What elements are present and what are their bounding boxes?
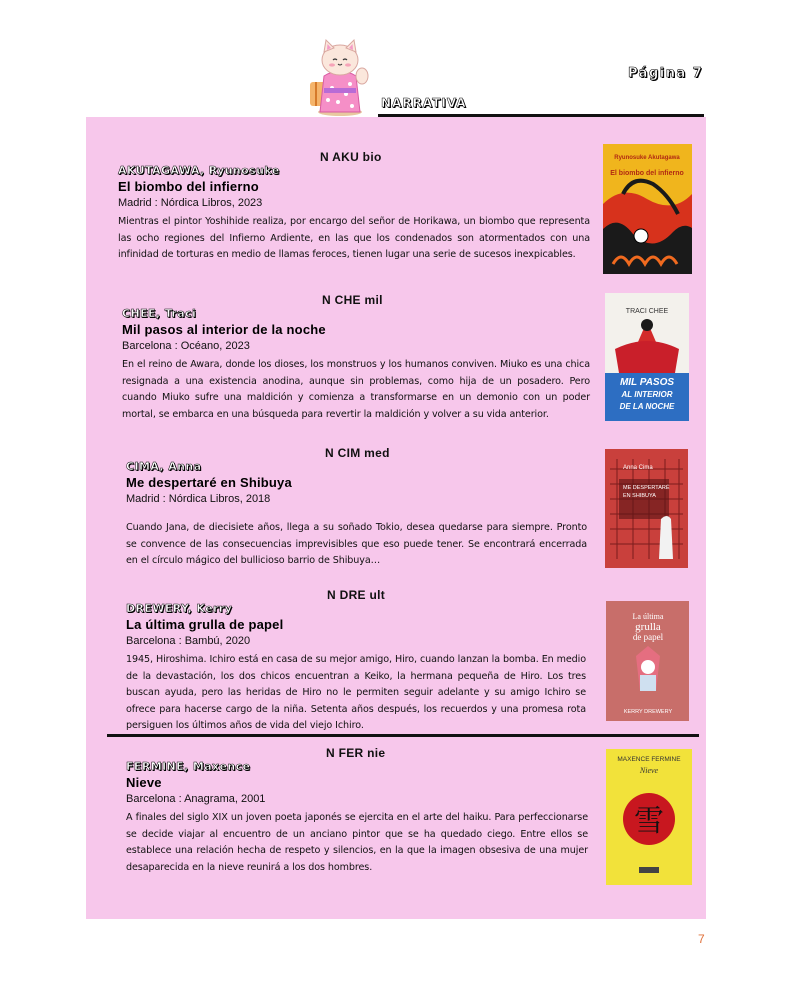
section-divider [107, 734, 699, 737]
call-number: N CHE mil [322, 293, 383, 307]
call-number: N AKU bio [320, 150, 382, 164]
cover-author: Anna Cima [623, 465, 653, 471]
book-publisher: Barcelona : Bambú, 2020 [126, 635, 251, 647]
book-description: Mientras el pintor Yoshihide realiza, por encargo del señor de Horikawa, un biombo que representa las ocho regiones del Infierno Ardiente, en las que los condenados son atormentados con una infinidad de torturas en medio de llamas feroces, tienen lugar una serie de sucesos inexpicables. [118, 216, 590, 260]
book-publisher: Barcelona : Océano, 2023 [122, 340, 250, 352]
book-entry [126, 602, 586, 735]
call-number: N FER nie [326, 746, 386, 760]
book-cover [605, 449, 688, 568]
book-title: El biombo del infierno [118, 179, 259, 194]
book-publisher: Madrid : Nórdica Libros, 2018 [126, 493, 271, 505]
cover-title-line: AL INTERIOR [621, 390, 673, 399]
book-description: En el reino de Awara, donde los dioses, los monstruos y los humanos conviven. Miuko es una chica resignada a una existencia anodina, aunque sin problemas, como hija de un posadero. Pero cuando Miuko sufre una maldición y comienza a transformarse en un demonio con un poder mortal, se embarca en una búsqueda para revertir la maldición y volver a su vida anterior. [122, 359, 590, 420]
cover-title-line: de papel [632, 632, 664, 642]
page-number: 7 [698, 932, 705, 946]
cover-title-line: MIL PASOS [619, 377, 675, 388]
book-cover [603, 144, 692, 274]
book-title: Mil pasos al interior de la noche [122, 322, 326, 337]
cover-title: Nieve [639, 766, 659, 775]
book-author: CIMA, Anna [126, 460, 202, 473]
book-entry [126, 460, 587, 570]
book-description: A finales del siglo XIX un joven poeta japonés se ejercita en el arte del haiku. Para perfeccionarse se decide viajar al encuentro de un anciano pintor que se ha quedado ciego. Entre ellos se establece una relación hecha de respeto y silencios, en la que la imagen obsesiva de una mujer desaparecida en la nieve reunirá a los dos hombres. [126, 812, 588, 873]
book-cover [606, 601, 689, 721]
cover-title-line: grulla [635, 621, 661, 633]
book-publisher: Madrid : Nórdica Libros, 2023 [118, 197, 263, 209]
book-title: La última grulla de papel [126, 617, 284, 632]
cover-title: El biombo del infierno [610, 170, 684, 177]
book-entry [126, 760, 588, 876]
book-cover [605, 293, 689, 421]
cover-author: Ryunosuke Akutagawa [614, 155, 680, 161]
book-author: AKUTAGAWA, Ryunosuke [118, 164, 280, 177]
book-description: Cuando Jana, de diecisiete años, llega a su soñado Tokio, desea quedarse para siempre. Pronto se convence de las consecuencias imprevisibles que eso puede tener. Se encontrará encerrada en el círculo mágico del bullicioso barrio de Shibuya… [126, 522, 587, 566]
page-label: Página 7 [628, 66, 704, 81]
book-entry [118, 164, 590, 264]
book-title: Nieve [126, 775, 162, 790]
cover-title-line: La última [632, 612, 664, 621]
book-author: FERMINE, Maxence [126, 760, 251, 773]
call-number: N DRE ult [327, 588, 386, 602]
cover-title-line: ME DESPERTARÉ [623, 485, 670, 491]
book-publisher: Barcelona : Anagrama, 2001 [126, 793, 266, 805]
cover-title-line: EN SHIBUYA [623, 493, 656, 499]
cover-title-line: DE LA NOCHE [619, 402, 675, 411]
cover-author: TRACI CHEE [625, 308, 669, 315]
call-number: N CIM med [325, 446, 390, 460]
book-entry [122, 307, 590, 423]
cover-author: KERRY DREWERY [623, 709, 673, 715]
book-author: CHEE, Traci [122, 307, 197, 320]
lucky-cat-mascot-icon [302, 36, 378, 118]
book-cover [606, 749, 692, 885]
book-description: 1945, Hiroshima. Ichiro está en casa de su mejor amigo, Hiro, cuando lanzan la bomba. En medio de la devastación, los dos chicos encuentran a Keiko, la hermana pequeña de Hiro. Los tres buscan ayuda, pero las heridas de Hiro no le permiten seguir adelante y su amigo Ichiro se ofrece para hacerse cargo de la niña. Setenta años después, los recuerdos y una promesa rota persiguen los últimos años de vida del viejo Ichiro. [126, 654, 586, 731]
book-author: DREWERY, Kerry [126, 602, 233, 615]
cover-kanji: 雪 [634, 804, 664, 839]
cover-author: MAXENCE FERMINE [617, 756, 681, 763]
section-title: NARRATIVA [381, 96, 467, 110]
book-title: Me despertaré en Shibuya [126, 475, 292, 490]
